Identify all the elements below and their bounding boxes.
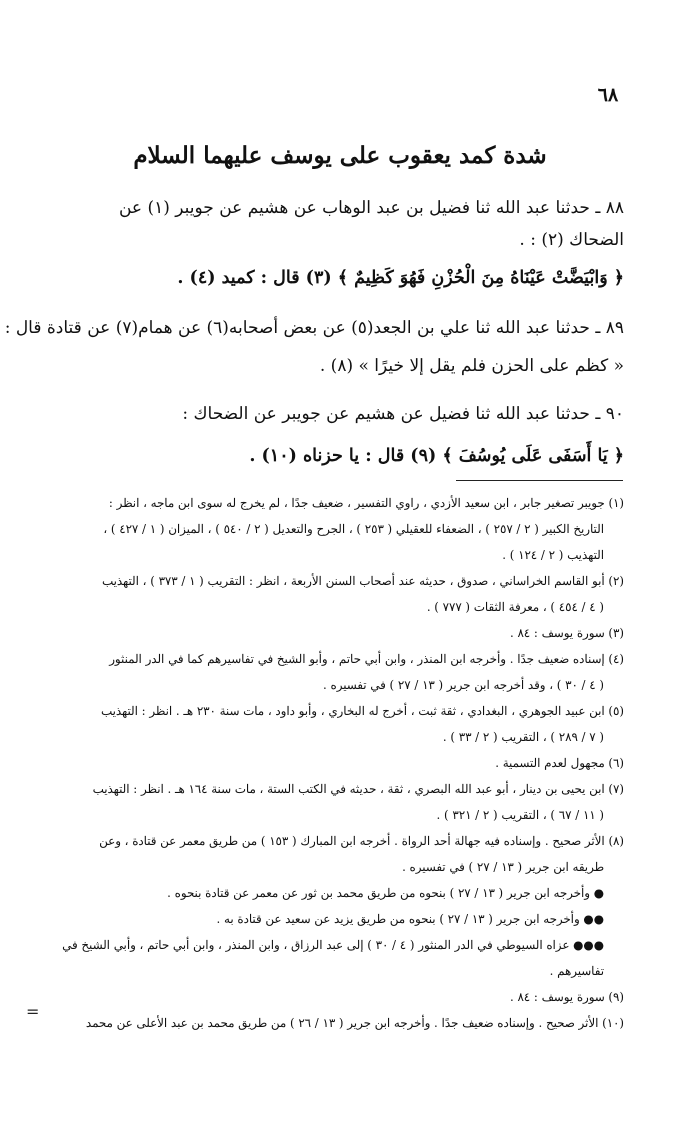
hadith-89-line-2: « كظم على الحزن فلم يقل إلا خيرًا » (٨) . (319, 356, 624, 376)
footnote-line: (٨) الأثر صحيح . وإسناده فيه جهالة أحد الرواة . أخرجه ابن المبارك ( ١٥٣ ) من طريق معمر عن قتادة ، وعن (99, 834, 624, 848)
margin-mark: = (26, 1002, 40, 1021)
footnote-line: ( ٤ / ٤٥٤ ) ، معرفة الثقات ( ٧٧٧ ) . (426, 600, 604, 614)
footnote-line: تفاسيرهم . (549, 964, 604, 978)
page-number: ٦٨ (597, 84, 619, 106)
quran-verse-2: ﴿ يَا أَسَفَى عَلَى يُوسُفَ ﴾ (٩) قال : يا حزناه (١٠) . (249, 446, 624, 466)
footnote-line: (٩) سورة يوسف : ٨٤ . (509, 990, 624, 1004)
footnote-line: التاريخ الكبير ( ٢ / ٢٥٧ ) ، الضعفاء للعقيلي ( ٢٥٣ ) ، الجرح والتعديل ( ٢ / ٥٤٠ ) ، الميزان ( ١ / ٤٢٧ ) ، (103, 522, 604, 536)
footnote-line: ●● وأخرجه ابن جرير ( ١٣ / ٢٧ ) بنحوه من طريق يزيد عن سعيد عن قتادة به . (216, 912, 604, 926)
footnote-line: (٧) ابن يحيى بن دينار ، أبو عبد الله البصري ، ثقة ، حديثه في الكتب الستة ، مات سنة ١٦٤ هـ . انظر : التهذيب (92, 782, 624, 796)
footnote-line: (١٠) الأثر صحيح . وإسناده ضعيف جدًا . وأخرجه ابن جرير ( ١٣ / ٢٦ ) من طريق محمد بن عبد الأعلى عن محمد (85, 1016, 624, 1030)
footnote-line: (٢) أبو القاسم الخراساني ، صدوق ، حديثه عند أصحاب السنن الأربعة ، انظر : التقريب ( ١ / ٣٧٣ ) ، التهذيب (101, 574, 624, 588)
footnote-line: ●●● عزاه السيوطي في الدر المنثور ( ٤ / ٣٠ ) إلى عبد الرزاق ، وابن المنذر ، وابن أبي حاتم ، وأبي الشيخ في (62, 938, 604, 952)
footnote-line: (٥) ابن عبيد الجوهري ، البغدادي ، ثقة ثبت ، أخرج له البخاري ، وأبو داود ، مات سنة ٢٣٠ هـ . انظر : التهذيب (100, 704, 624, 718)
footnote-line: التهذيب ( ٢ / ١٢٤ ) . (502, 548, 604, 562)
hadith-88-line-2: الضحاك (٢) : . (519, 230, 624, 250)
hadith-90-line-1: ٩٠ ـ حدثنا عبد الله ثنا فضيل عن هشيم عن جويبر عن الضحاك : (182, 404, 624, 424)
footnote-line: (١) جويبر تصغير جابر ، ابن سعيد الأزدي ، راوي التفسير ، ضعيف جدًا ، لم يخرج له سوى ابن ماجه ، انظر : (108, 496, 624, 510)
chapter-title: شدة كمد يعقوب على يوسف عليهما السلام (133, 142, 547, 169)
hadith-88-line-1: ٨٨ ـ حدثنا عبد الله ثنا فضيل بن عبد الوهاب عن هشيم عن جويبر (١) عن (118, 198, 624, 218)
footnote-line: ● وأخرجه ابن جرير ( ١٣ / ٢٧ ) بنحوه من طريق محمد بن ثور عن معمر عن قتادة بنحوه . (167, 886, 604, 900)
footnote-line: ( ٧ / ٢٨٩ ) ، التقريب ( ٢ / ٣٣ ) . (442, 730, 604, 744)
footnote-line: (٤) إسناده ضعيف جدًا . وأخرجه ابن المنذر ، وابن أبي حاتم ، وأبو الشيخ في تفاسيرهم كما في الدر المنثور (109, 652, 624, 666)
footnote-separator (456, 480, 623, 481)
footnote-line: ( ١١ / ٦٧ ) ، التقريب ( ٢ / ٣٢١ ) . (436, 808, 604, 822)
footnote-line: طريقه ابن جرير ( ١٣ / ٢٧ ) في تفسيره . (402, 860, 604, 874)
footnote-line: (٣) سورة يوسف : ٨٤ . (509, 626, 624, 640)
footnote-line: ( ٤ / ٣٠ ) ، وقد أخرجه ابن جرير ( ١٣ / ٢٧ ) في تفسيره . (323, 678, 604, 692)
hadith-89-line-1: ٨٩ ـ حدثنا عبد الله ثنا علي بن الجعد(٥) عن بعض أصحابه(٦) عن همام(٧) عن قتادة قال : (4, 318, 624, 338)
footnote-line: (٦) مجهول لعدم التسمية . (495, 756, 624, 770)
quran-verse-1: ﴿ وَابْيَضَّتْ عَيْنَاهُ مِنَ الْحُزْنِ فَهُوَ كَظِيمٌ ﴾ (٣) قال : كميد (٤) . (177, 268, 624, 288)
